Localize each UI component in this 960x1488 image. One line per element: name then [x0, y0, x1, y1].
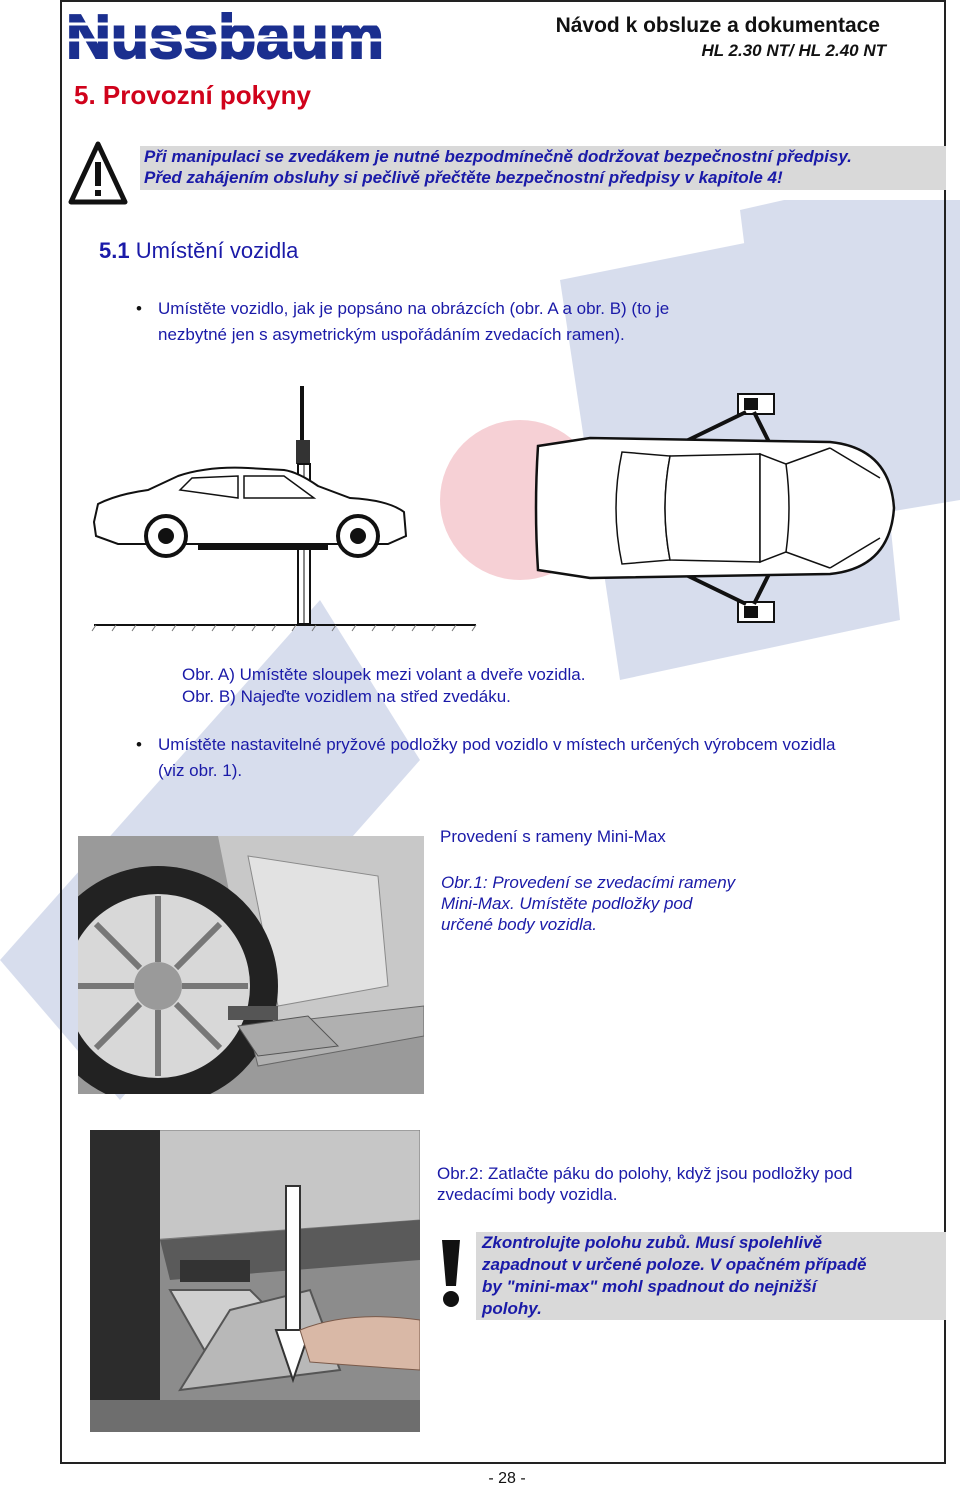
section-title: 5. Provozní pokyny — [74, 80, 311, 110]
bullet-icon: • — [136, 735, 142, 754]
safety-warning-box — [140, 146, 946, 190]
caption-line: Obr.2: Zatlačte páku do polohy, když jsou podložky pod — [437, 1164, 853, 1183]
figure-a-caption: Obr. A) Umístěte sloupek mezi volant a dveře vozidla. — [182, 665, 586, 684]
note-line: polohy. — [482, 1299, 542, 1318]
bullet-item-pads — [136, 732, 836, 784]
page-number: - 28 - — [488, 1470, 526, 1487]
exclamation-icon — [434, 1236, 468, 1310]
document-title: Návod k obsluze a dokumentace — [555, 14, 880, 37]
bullet-text-line: Umístěte nastavitelné pryžové podložky pod vozidlo v místech určených výrobcem vozidla — [158, 735, 836, 754]
caption-line: Mini-Max. Umístěte podložky pod — [441, 894, 693, 913]
figure-1-caption — [441, 872, 735, 935]
photo-1-illustration — [78, 836, 424, 1094]
caption-line: Obr.1: Provedení se zvedacími rameny — [441, 873, 736, 892]
figure-b-top-view — [530, 388, 900, 634]
caption-line: určené body vozidla. — [441, 915, 597, 934]
photo-lever-push — [90, 1130, 420, 1432]
figure-b-caption: Obr. B) Najeďte vozidlem na střed zvedáku. — [182, 687, 511, 706]
figure-2-caption — [437, 1163, 853, 1205]
caption-line: zvedacími body vozidla. — [437, 1185, 618, 1204]
figure-a-side-view — [88, 380, 480, 632]
photo-2-illustration — [90, 1130, 420, 1432]
caution-note-box — [476, 1232, 946, 1320]
note-line: zapadnout v určené poloze. V opačném případě — [482, 1255, 867, 1274]
warning-line-1: Při manipulaci se zvedákem je nutné bezpodmínečně dodržovat bezpečnostní předpisy. — [144, 147, 852, 166]
nussbaum-logo — [64, 4, 389, 68]
bullet-icon: • — [136, 299, 142, 318]
note-line: Zkontrolujte polohu zubů. Musí spolehlivě — [482, 1233, 822, 1252]
subsection-title: Umístění vozidla — [135, 238, 299, 263]
subsection-heading — [99, 238, 298, 264]
mini-max-heading: Provedení s rameny Mini-Max — [440, 827, 666, 846]
note-line: by "mini-max" mohl spadnout do nejnižší — [482, 1277, 817, 1296]
svg-text:Nussbaum: Nussbaum — [66, 4, 384, 68]
photo-mini-max-arms — [78, 836, 424, 1094]
warning-triangle-icon — [68, 140, 128, 206]
subsection-number: 5.1 — [99, 238, 130, 263]
bullet-text-line: nezbytné jen s asymetrickým uspořádáním zvedacích ramen). — [158, 325, 625, 344]
model-label: HL 2.30 NT/ HL 2.40 NT — [701, 41, 886, 60]
warning-line-2: Před zahájením obsluhy si pečlivě přečtěte bezpečnostní předpisy v kapitole 4! — [144, 168, 783, 187]
bullet-item-positioning — [136, 296, 670, 348]
bullet-text-line: Umístěte vozidlo, jak je popsáno na obrázcích (obr. A a obr. B) (to je — [158, 299, 670, 318]
bullet-text-line: (viz obr. 1). — [158, 761, 243, 780]
